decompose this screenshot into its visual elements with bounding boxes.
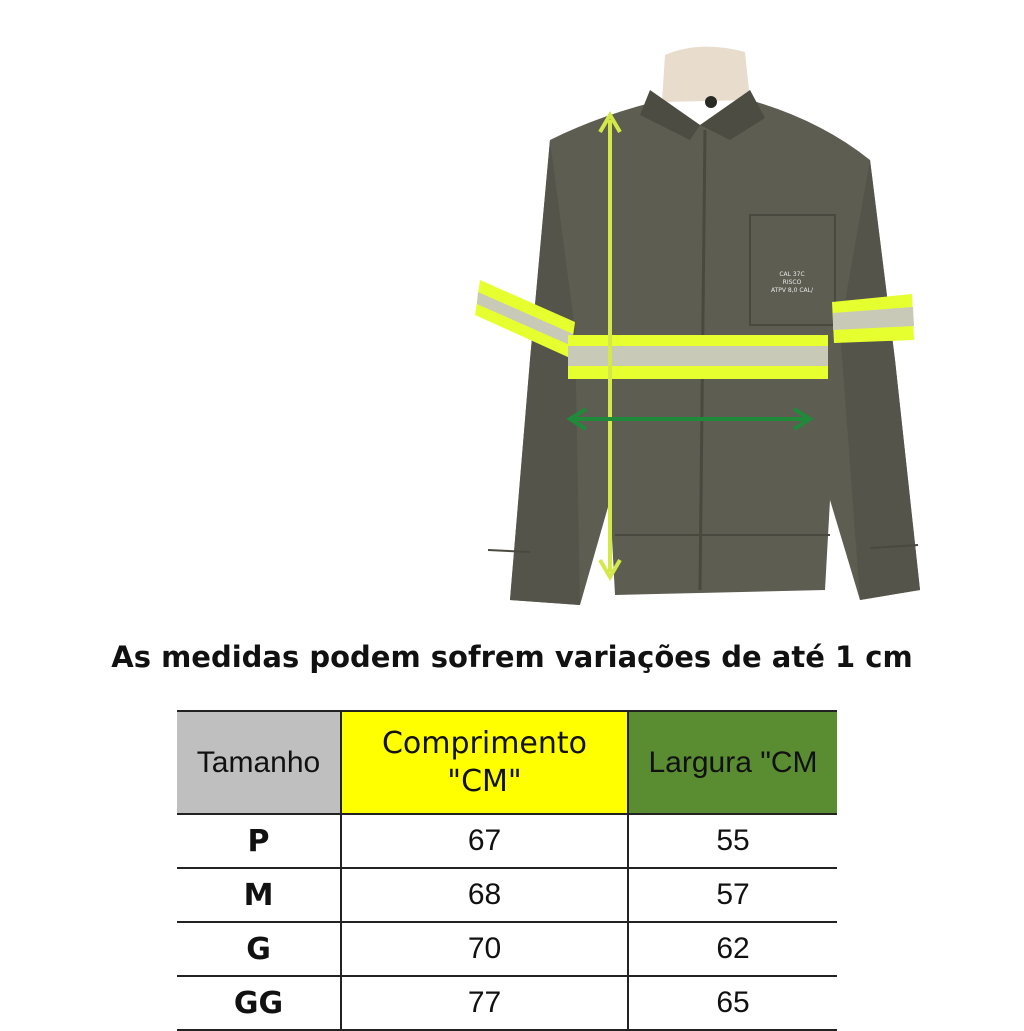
cell-width: 65 — [628, 976, 837, 1030]
cell-length: 67 — [341, 814, 628, 868]
cell-size: GG — [177, 976, 341, 1030]
cell-size: P — [177, 814, 341, 868]
header-length-line1: Comprimento — [381, 726, 588, 761]
cell-width: 55 — [628, 814, 837, 868]
header-size: Tamanho — [177, 711, 341, 814]
table-row — [177, 922, 837, 976]
pocket-text-2: RISCO — [782, 279, 802, 286]
cell-size: G — [177, 922, 341, 976]
measurement-variation-note: As medidas podem sofrem variações de até 1 cm — [111, 640, 913, 674]
collar-button — [705, 96, 717, 108]
table-row — [177, 868, 837, 922]
product-photo — [400, 30, 980, 630]
table-row — [177, 814, 837, 868]
cell-size: M — [177, 868, 341, 922]
cell-width: 62 — [628, 922, 837, 976]
pocket-text-1: CAL 37C — [779, 271, 805, 278]
header-length-line2: "CM" — [447, 763, 522, 799]
mannequin-neck — [662, 47, 750, 102]
jacket-illustration — [400, 30, 980, 630]
header-length — [341, 711, 628, 814]
cell-length: 70 — [341, 922, 628, 976]
table-row — [177, 976, 837, 1030]
table-header-row — [177, 711, 837, 814]
cell-length: 68 — [341, 868, 628, 922]
cell-width: 57 — [628, 868, 837, 922]
cell-length: 77 — [341, 976, 628, 1030]
size-table — [177, 710, 837, 1031]
header-width: Largura "CM — [628, 711, 837, 814]
pocket-text-3: ATPV 8,0 CAL/ — [770, 287, 814, 294]
